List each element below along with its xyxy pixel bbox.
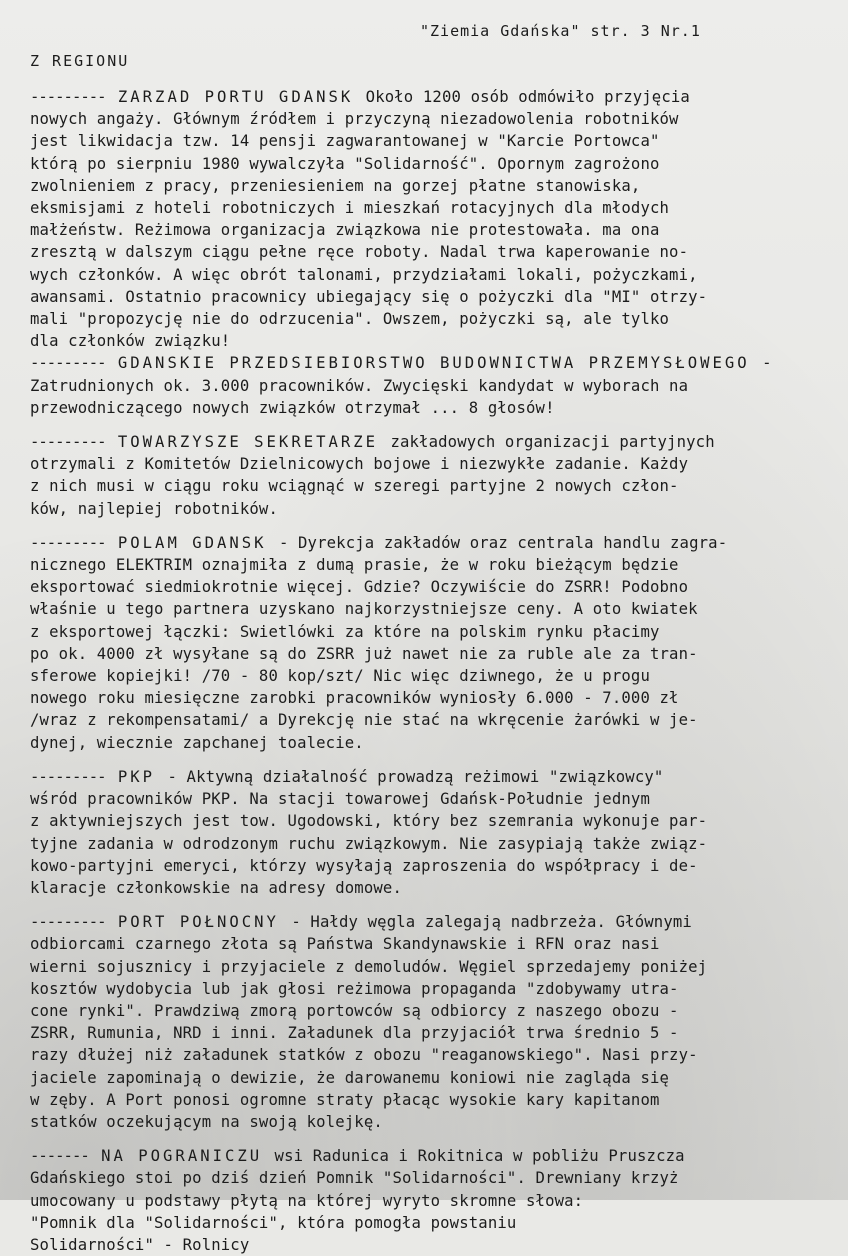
item-text-line: którą po sierpniu 1980 wywalczyła "Solidarność". Opornym zagrożono	[30, 154, 660, 173]
item-text-line: Gdańskiego stoi po dziś dzień Pomnik "Solidarności". Drewniany krzyż	[30, 1169, 679, 1188]
item-text-line: z aktywniejszych jest tow. Ugodowski, który bez szemrania wykonuje par-	[30, 812, 708, 831]
item-text-line: "Pomnik dla "Solidarności", która pomogła powstaniu	[30, 1213, 517, 1232]
item-text-line: małżeństw. Reżimowa organizacja związkowa nie protestowała. ma ona	[30, 221, 660, 240]
item-headline: PORT POŁNOCNY	[105, 913, 292, 932]
item-text-line: nowego roku miesięczne zarobki pracowników wyniosły 6.000 - 7.000 zł	[30, 689, 679, 708]
item-text-line: dla członków związku!	[30, 332, 231, 351]
item-headline: NA POGRANICZU	[88, 1147, 275, 1166]
item-text-line: razy dłużej niż załadunek statków z obozu "reaganowskiego". Nasi przy-	[30, 1046, 698, 1065]
item-text-line: eksportować siedmiokrotnie więcej. Gdzie? Oczywiście do ZSRR! Podobno	[30, 578, 689, 597]
item-text-line: jaciele zapominają o dewizie, że darowanemu koniowi nie zagląda się	[30, 1068, 670, 1087]
news-item-polam-gdansk	[30, 532, 830, 754]
item-text-line: wsi Radunica i Rokitnica w pobliżu Pruszcza	[274, 1147, 685, 1166]
item-text-line: tyjne zadania w odrodzonym ruchu związkowym. Nie zasypiają także związ-	[30, 834, 708, 853]
article-list	[30, 86, 830, 1256]
item-headline: POLAM GDANSK	[105, 533, 279, 552]
item-text-line: wśród pracowników PKP. Na stacji towarowej Gdańsk-Południe jednym	[30, 790, 650, 809]
item-text-line: ków, najlepiej robotników.	[30, 499, 278, 518]
item-text-line: eksmisjami z hoteli robotniczych i mieszkań rotacyjnych dla młodych	[30, 199, 670, 218]
item-text-line: zwolnieniem z pracy, przeniesieniem na gorzej płatne stanowiska,	[30, 176, 641, 195]
item-text-line: wych członków. A więc obrót talonami, przydziałami lokali, pożyczkami,	[30, 265, 698, 284]
news-item-na-pograniczu	[30, 1145, 830, 1256]
item-text-line: ZSRR, Rumunia, NRD i inni. Załadunek dla przyjaciół trwa średnio 5 -	[30, 1024, 679, 1043]
item-text-line: statków oczekującym na swoją kolejkę.	[30, 1112, 383, 1131]
item-text-line: kowo-partyjni emeryci, którzy wysyłają zaproszenia do współpracy i de-	[30, 856, 698, 875]
item-headline: ZARZAD PORTU GDANSK	[105, 88, 366, 106]
item-headline: TOWARZYSZE SEKRETARZE	[105, 433, 391, 452]
item-text-line: dynej, wiecznie zapchanej toalecie.	[30, 733, 364, 752]
item-text-line: Około 1200 osób odmówiło przyjęcia	[365, 88, 690, 106]
separator-dashes: ---------	[30, 533, 106, 552]
news-item-gpbp	[30, 352, 830, 419]
section-title: Z REGIONU	[30, 52, 130, 70]
item-text-line: zresztą w dalszym ciągu pełne ręce roboty. Nadal trwa kaperowanie no-	[30, 243, 689, 262]
item-text-line: - Hałdy węgla zalegają nadbrzeża. Głównymi	[291, 913, 692, 932]
item-headline: GDANSKIE PRZEDSIEBIORSTWO BUDOWNICTWA PRZEMYSŁOWEGO -	[105, 354, 775, 373]
item-text-line: odbiorcami czarnego złota są Państwa Skandynawskie i RFN oraz nasi	[30, 935, 660, 954]
separator-dashes: ---------	[30, 913, 106, 932]
item-text-line: - Dyrekcja zakładów oraz centrala handlu zagra-	[278, 533, 728, 552]
item-text-line: otrzymali z Komitetów Dzielnicowych bojowe i niezwykłe zadanie. Każdy	[30, 455, 689, 474]
news-item-port-polnocny	[30, 911, 830, 1133]
item-text-line: właśnie u tego partnera uzyskano najkorzystniejsze ceny. A oto kwiatek	[30, 600, 698, 619]
item-text-line: - Aktywną działalność prowadzą reżimowi "związkowcy"	[167, 767, 664, 786]
news-item-port-gdansk	[30, 86, 830, 352]
item-text-line: jest likwidacja tzw. 14 pensji zagwarantowanej w "Karcie Portowca"	[30, 132, 660, 151]
news-item-pkp	[30, 766, 830, 899]
separator-dashes: ---------	[30, 767, 106, 786]
item-text-line: przewodniczącego nowych związków otrzymał ... 8 głosów!	[30, 398, 555, 417]
news-item-towarzysze-sekretarze	[30, 431, 830, 520]
item-text-line: Zatrudnionych ok. 3.000 pracowników. Zwycięski kandydat w wyborach na	[30, 376, 689, 395]
item-text-line: z nich musi w ciągu roku wciągnąć w szeregi partyjne 2 nowych człon-	[30, 477, 679, 496]
item-text-line: mali "propozycję nie do odrzucenia". Owszem, pożyczki są, ale tylko	[30, 310, 670, 329]
item-text-line: sferowe kopiejki! /70 - 80 kop/szt/ Nic więc dziwnego, że u progu	[30, 667, 650, 686]
item-text-line: klaracje członkowskie na adresy domowe.	[30, 878, 402, 897]
separator-dashes: ---------	[30, 354, 106, 373]
separator-dashes: ---------	[30, 433, 106, 452]
item-text-line: zakładowych organizacji partyjnych	[390, 433, 715, 452]
separator-dashes: -------	[30, 1147, 89, 1166]
item-text-line: awansami. Ostatnio pracownicy ubiegający się o pożyczki dla "MI" otrzy-	[30, 287, 708, 306]
item-text-line: cone rynki". Prawdziwą zmorą portowców są odbiorcy z naszego obozu -	[30, 1001, 679, 1020]
item-text-line: nowych angaży. Głównym źródłem i przyczyną niezadowolenia robotników	[30, 110, 679, 129]
item-text-line: w zęby. A Port ponosi ogromne straty płacąc wysokie kary kapitanom	[30, 1090, 660, 1109]
item-text-line: po ok. 4000 zł wysyłane są do ZSRR już nawet nie za ruble ale za tran-	[30, 644, 698, 663]
publication-header: "Ziemia Gdańska" str. 3 Nr.1	[420, 22, 701, 40]
separator-dashes: ---------	[30, 88, 106, 106]
item-text-line: z eksportowej łączki: Swietlówki za które na polskim rynku płacimy	[30, 622, 660, 641]
item-text-line: /wraz z rekompensatami/ a Dyrekcję nie stać na wkręcenie żarówki w je-	[30, 711, 698, 730]
item-headline: PKP	[105, 767, 168, 786]
item-text-line: Solidarności" - Rolnicy	[30, 1235, 250, 1254]
item-text-line: nicznego ELEKTRIM oznajmiła z dumą prasie, że w roku bieżącym będzie	[30, 556, 679, 575]
item-text-line: kosztów wydobycia lub jak głosi reżimowa propaganda "zdobywamy utra-	[30, 979, 679, 998]
item-text-line: wierni sojusznicy i przyjaciele z demoludów. Węgiel sprzedajemy poniżej	[30, 957, 708, 976]
item-text-line: umocowany u podstawy płytą na której wyryto skromne słowa:	[30, 1191, 584, 1210]
